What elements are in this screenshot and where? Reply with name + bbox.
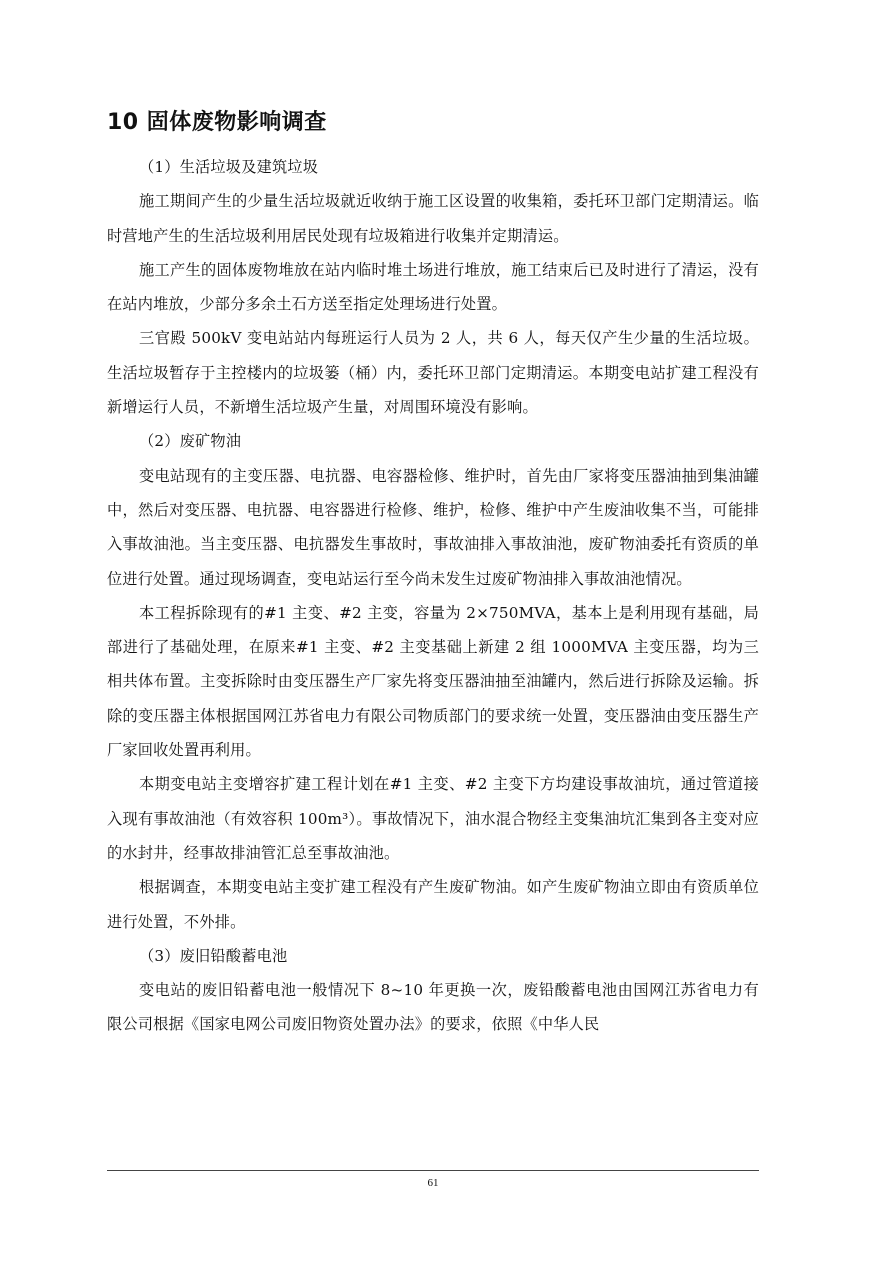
paragraph: 变电站的废旧铅蓄电池一般情况下 8~10 年更换一次，废铅酸蓄电池由国网江苏省电力有限公司根据《国家电网公司废旧物资处置办法》的要求，依照《中华人民 [107, 981, 759, 1034]
body-text [107, 150, 759, 1042]
paragraph: 施工产生的固体废物堆放在站内临时堆土场进行堆放，施工结束后已及时进行了清运，没有在站内堆放，少部分多余土石方送至指定处理场进行处置。 [107, 260, 759, 314]
subsection-title-waste-oil: （2）废矿物油 [139, 432, 242, 451]
page-number: 61 [427, 1177, 439, 1189]
paragraph: 三官殿 500kV 变电站站内每班运行人员为 2 人，共 6 人，每天仅产生少量的生活垃圾。生活垃圾暂存于主控楼内的垃圾篓（桶）内，委托环卫部门定期清运。本期变电站扩建工程没有新增运行人员，不新增生活垃圾产生量，对周围环境没有影响。 [107, 329, 759, 417]
section-heading: 10 固体废物影响调查 [107, 110, 327, 135]
paragraph: 变电站现有的主变压器、电抗器、电容器检修、维护时，首先由厂家将变压器油抽到集油罐中，然后对变压器、电抗器、电容器进行检修、维护，检修、维护中产生废油收集不当，可能排入事故油池。当主变压器、电抗器发生事故时，事故油排入事故油池，废矿物油委托有资质的单位进行处置。通过现场调查，变电站运行至今尚未发生过废矿物油排入事故油池情况。 [107, 466, 759, 588]
subsection-title-batteries: （3）废旧铅酸蓄电池 [139, 946, 288, 965]
paragraph: 本工程拆除现有的#1 主变、#2 主变，容量为 2×750MVA，基本上是利用现有基础，局部进行了基础处理，在原来#1 主变、#2 主变基础上新建 2 组 1000MVA 主变压器，均为三相共体布置。主变拆除时由变压器生产厂家先将变压器油抽至油罐内，然后进行拆除及运输。拆除的变压器主体根据国网江苏省电力有限公司物质部门的要求统一处置，变压器油由变压器生产厂家回收处置再利用。 [107, 603, 759, 760]
paragraph: 本期变电站主变增容扩建工程计划在#1 主变、#2 主变下方均建设事故油坑，通过管道接入现有事故油池（有效容积 100m³）。事故情况下，油水混合物经主变集油坑汇集到各主变对应的水封井，经事故排油管汇总至事故油池。 [107, 775, 759, 862]
paragraph: 根据调查，本期变电站主变扩建工程没有产生废矿物油。如产生废矿物油立即由有资质单位进行处置，不外排。 [107, 878, 759, 931]
paragraph: 施工期间产生的少量生活垃圾就近收纳于施工区设置的收集箱，委托环卫部门定期清运。临时营地产生的生活垃圾利用居民处现有垃圾箱进行收集并定期清运。 [107, 192, 759, 245]
subsection-title-domestic-waste: （1）生活垃圾及建筑垃圾 [139, 158, 319, 176]
footer-divider [107, 1170, 759, 1171]
